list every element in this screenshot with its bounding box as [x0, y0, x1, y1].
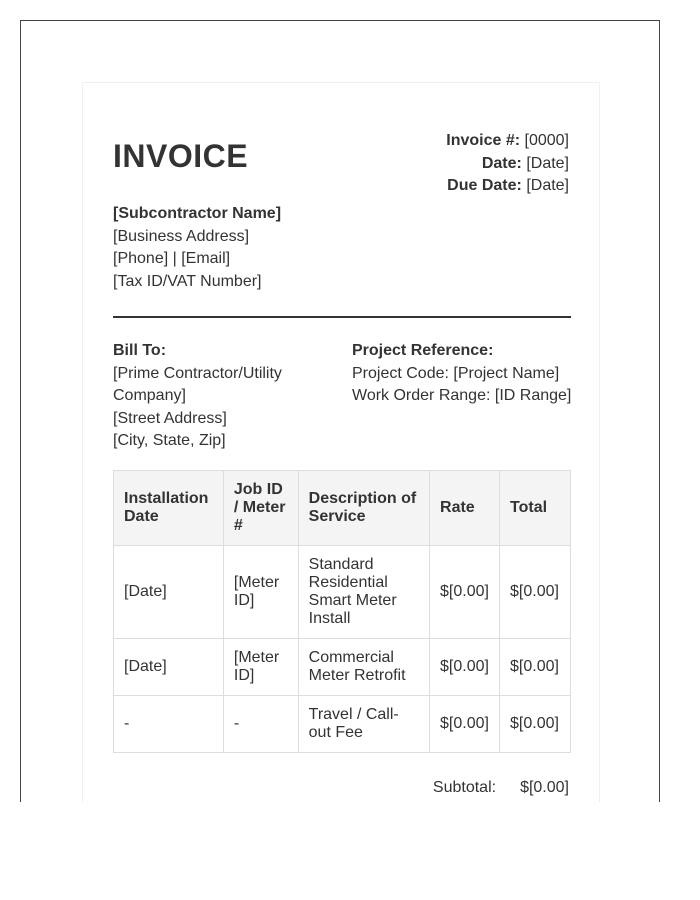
invoice-date-label: Date:	[481, 154, 522, 172]
bill-to-block	[113, 340, 303, 453]
invoice-number-value: [0000]	[524, 132, 569, 149]
cell-total: $[0.00]	[500, 546, 571, 639]
subtotal-value: $[0.00]	[520, 779, 569, 796]
document-frame	[20, 20, 660, 802]
project-code: Project Code: [Project Name]	[352, 364, 560, 382]
subtotal-line	[433, 779, 569, 797]
sender-contact: [Phone] | [Email]	[113, 250, 231, 267]
due-date-line	[446, 175, 569, 198]
invoice-date-line	[446, 153, 569, 176]
table-row	[114, 696, 571, 753]
invoice-meta	[446, 130, 569, 198]
header-divider	[113, 316, 571, 318]
cell-job-id: [Meter ID]	[223, 546, 298, 639]
cell-rate: $[0.00]	[430, 696, 500, 753]
cell-description: Standard Residential Smart Meter Install	[298, 546, 429, 639]
invoice-title: INVOICE	[113, 138, 249, 174]
cell-total: $[0.00]	[500, 639, 571, 696]
cell-rate: $[0.00]	[430, 639, 500, 696]
column-header-installation-date: Installation Date	[114, 471, 224, 546]
project-reference-block	[352, 340, 572, 408]
sender-block	[113, 203, 281, 293]
due-date-value: [Date]	[526, 177, 569, 194]
cell-job-id: [Meter ID]	[223, 639, 298, 696]
sender-tax-id: [Tax ID/VAT Number]	[113, 272, 262, 290]
cell-description: Commercial Meter Retrofit	[298, 639, 429, 696]
cell-installation-date: [Date]	[114, 546, 224, 639]
invoice-number-line	[446, 130, 569, 153]
column-header-description: Description of Service	[298, 471, 429, 546]
bill-to-street: [Street Address]	[113, 409, 227, 427]
invoice-number-label: Invoice #:	[446, 132, 521, 149]
table-row	[114, 546, 571, 639]
cell-job-id: -	[223, 696, 298, 753]
line-items-table	[113, 470, 571, 753]
subtotal-label: Subtotal:	[432, 779, 497, 796]
cell-description: Travel / Call-out Fee	[298, 696, 429, 753]
due-date-label: Due Date:	[447, 177, 522, 194]
bill-to-city: [City, State, Zip]	[113, 432, 226, 449]
column-header-total: Total	[500, 471, 571, 546]
column-header-job-id: Job ID / Meter #	[223, 471, 298, 546]
cell-installation-date: [Date]	[114, 639, 224, 696]
table-row	[114, 639, 571, 696]
sender-name: [Subcontractor Name]	[113, 205, 282, 222]
table-header-row	[114, 471, 571, 546]
invoice-date-value: [Date]	[526, 154, 569, 172]
cell-total: $[0.00]	[500, 696, 571, 753]
sender-address: [Business Address]	[113, 227, 250, 245]
invoice-sheet	[82, 82, 600, 802]
work-order-range: Work Order Range: [ID Range]	[352, 387, 572, 404]
bill-to-company: [Prime Contractor/Utility Company]	[113, 364, 282, 404]
project-reference-heading: Project Reference:	[352, 342, 494, 359]
cell-rate: $[0.00]	[430, 546, 500, 639]
bill-to-heading: Bill To:	[113, 342, 167, 359]
cell-installation-date: -	[114, 696, 224, 753]
column-header-rate: Rate	[430, 471, 500, 546]
